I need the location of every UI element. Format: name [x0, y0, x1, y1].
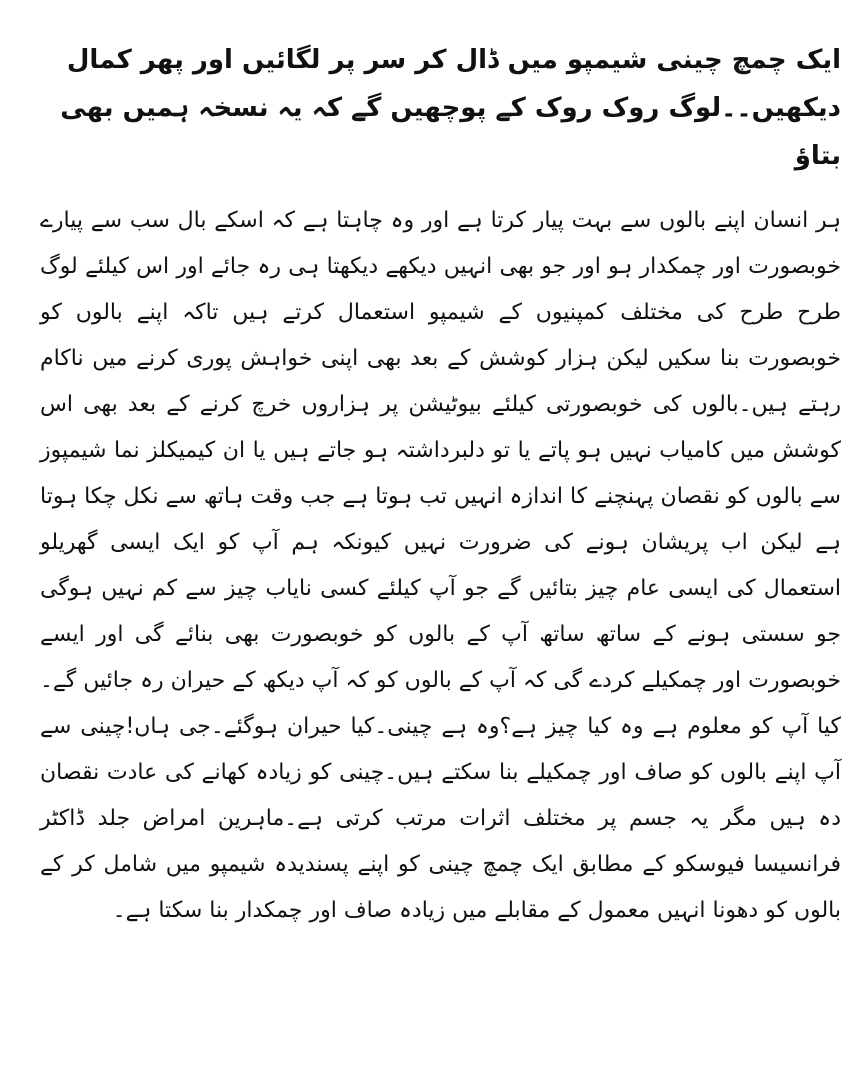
article-body: ہر انسان اپنے بالوں سے بہت پیار کرتا ہے اور وہ چاہتا ہے کہ اسکے بال سب سے پیارے خوبصورت اور چمکدار ہو اور جو بھی انہیں دیکھے دیکھتا ہی رہ جائے اور اس کیلئے لوگ طرح طرح کی مختلف کمپنیوں کے شیمپو استعمال کرتے ہیں تاکہ اپنے بالوں کو خوبصورت بنا سکیں لیکن ہزار کوشش کے بعد بھی اپنی خواہش پوری کرنے میں ناکام رہتے ہیں۔بالوں کی خوبصورتی کیلئے بیوٹیشن پر ہزاروں خرچ کرنے کے بعد بھی اس کوشش میں کامیاب نہیں ہو پاتے یا تو دلبرداشتہ ہو جاتے ہیں یا ان کیمیکلز نما شیمپوز سے بالوں کو نقصان پہنچنے کا اندازہ انہیں تب ہوتا ہے جب وقت ہاتھ سے نکل چکا ہوتا ہے لیکن اب پریشان ہونے کی ضرورت نہیں کیونکہ ہم آپ کو ایک ایسی گھریلو استعمال کی ایسی عام چیز بتائیں گے جو آپ کیلئے کسی نایاب چیز سے کم نہیں ہوگی جو سستی ہونے کے ساتھ ساتھ آپ کے بالوں کو خوبصورت بھی بنائے گی اور ایسے خوبصورت اور چمکیلے کردے گی کہ آپ کے بالوں کو کہ آپ دیکھ کے حیران رہ جائیں گے۔کیا آپ کو معلوم ہے وہ کیا چیز ہے؟وہ ہے چینی۔کیا حیران ہوگئے۔جی ہاں!چینی سے آپ اپنے بالوں کو صاف اور چمکیلے بنا سکتے ہیں۔چینی کو زیادہ کھانے کی عادت نقصان دہ ہیں مگر یہ جسم پر مختلف اثرات مرتب کرتی ہے۔ماہرین امراض جلد ڈاکٹر فرانسیسا فیوسکو کے مطابق ایک چمچ چینی کو اپنے پسندیدہ شیمپو میں شامل کر کے بالوں کو دھونا انہیں معمول کے مقابلے میں زیادہ صاف اور چمکدار بنا سکتا ہے۔: [40, 208, 841, 923]
article: [40, 0, 841, 934]
article-headline: ایک چمچ چینی شیمپو میں ڈال کر سر پر لگائیں اور پھر کمال دیکھیں۔۔لوگ روک روک کے پوچھیں گے کہ یہ نسخہ ہمیں بھی بتاؤ: [60, 45, 841, 171]
